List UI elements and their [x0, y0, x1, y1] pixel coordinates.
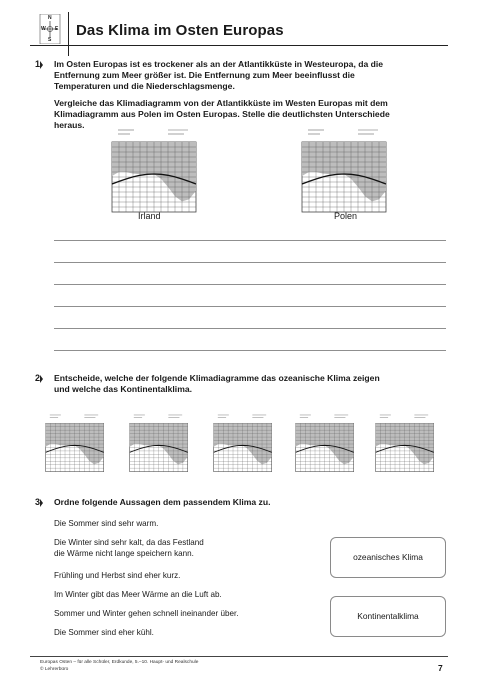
page-number: 7	[438, 663, 443, 673]
writing-line[interactable]	[54, 262, 446, 263]
header-rule	[30, 45, 448, 46]
climate-chart-b[interactable]	[120, 408, 196, 480]
compass-east: E	[55, 26, 59, 32]
task-2-number: 2	[34, 374, 44, 384]
page-title: Das Klima im Osten Europas	[76, 22, 284, 39]
kontinentalklima-box[interactable]: Kontinentalklima	[330, 596, 446, 637]
statement[interactable]: Im Winter gibt das Meer Wärme an die Luft ab.	[54, 590, 222, 599]
climate-chart-c[interactable]	[204, 408, 280, 480]
writing-line[interactable]	[54, 240, 446, 241]
climate-diagram	[36, 408, 112, 480]
header	[30, 12, 460, 46]
compass-north: N	[48, 15, 52, 21]
statement[interactable]: Die Sommer sind eher kühl.	[54, 628, 154, 637]
task-3-title: Ordne folgende Aussagen dem passendem Klima zu.	[54, 497, 271, 507]
footer-credits	[40, 660, 198, 673]
footer-rule	[30, 656, 448, 657]
chart-label-polen: Polen	[334, 211, 358, 221]
statement[interactable]: Frühling und Herbst sind eher kurz.	[54, 571, 181, 580]
task-3-number: 3	[34, 498, 44, 508]
task-2-line: Entscheide, welche der folgende Klimadiagramme das ozeanische Klima zeigen	[54, 373, 380, 383]
writing-line[interactable]	[54, 328, 446, 329]
task-1-number: 1	[34, 60, 44, 70]
task-1-question-line: Vergleiche das Klimadiagramm von der Atlantikküste im Westen Europas mit dem	[54, 98, 388, 108]
footer-line: © Lehrerbüro	[40, 666, 69, 672]
climate-chart-e[interactable]	[366, 408, 442, 480]
climate-diagram	[366, 408, 442, 480]
task-1-intro-line: Entfernung zum Meer größer ist. Die Entfernung zum Meer beeinflusst die	[54, 70, 355, 80]
writing-line[interactable]	[54, 350, 446, 351]
compass-west: W	[41, 26, 46, 32]
task-2-line: und welche das Kontinentalklima.	[54, 384, 193, 394]
statement[interactable]: Sommer und Winter gehen schnell ineinander über.	[54, 609, 239, 618]
task-1-question-line: heraus.	[54, 120, 85, 130]
climate-chart-irland	[98, 124, 208, 220]
compass-icon	[38, 14, 62, 44]
climate-diagram	[204, 408, 280, 480]
footer-line: Europas Osten – für alle Schüler, Erdkunde, 5.–10. Haupt- und Realschule	[40, 660, 199, 665]
ozeanisches-klima-box[interactable]: ozeanisches Klima	[330, 537, 446, 578]
chart-label-irland: Irland	[138, 211, 161, 221]
climate-chart-polen	[288, 124, 398, 220]
compass-south: S	[48, 37, 52, 43]
writing-line[interactable]	[54, 306, 446, 307]
climate-diagram	[286, 408, 362, 480]
task-1-intro-line: Im Osten Europas ist es trockener als an der Atlantikküste in Westeuropa, da die	[54, 59, 384, 69]
statement[interactable]: Die Winter sind sehr kalt, da das Festland die Wärme nicht lange speichern kann.	[54, 538, 204, 558]
climate-diagram	[98, 124, 208, 220]
climate-chart-d[interactable]	[286, 408, 362, 480]
writing-line[interactable]	[54, 284, 446, 285]
task-1-intro	[54, 59, 383, 92]
task-2-text	[54, 373, 380, 395]
task-1-intro-line: Temperaturen und die Niederschlagsmenge.	[54, 81, 235, 91]
climate-chart-a[interactable]	[36, 408, 112, 480]
statement[interactable]: Die Sommer sind sehr warm.	[54, 519, 159, 528]
task-1-question-line: Klimadiagramm aus Polen im Osten Europas. Stelle die deutlichsten Unterschiede	[54, 109, 390, 119]
climate-diagram	[120, 408, 196, 480]
header-divider	[68, 12, 69, 56]
climate-diagram	[288, 124, 398, 220]
